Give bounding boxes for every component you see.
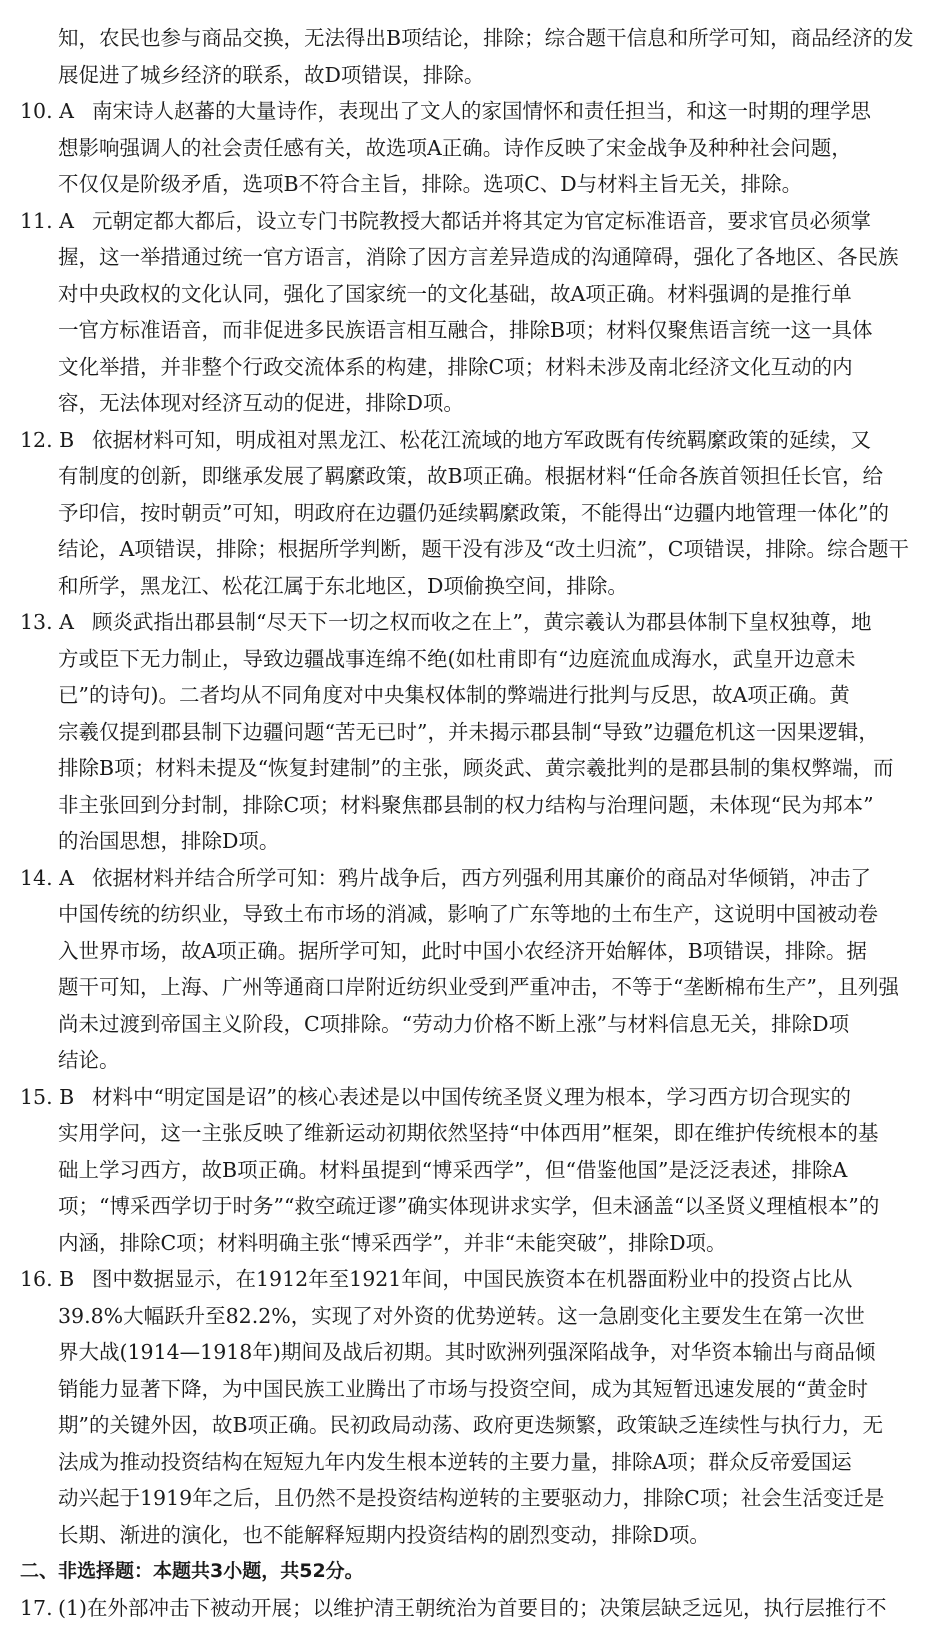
- text-line: 元朝定都大都后，设立专门书院教授大都话并将其定为官定标准语音，要求官员必须掌: [20, 203, 932, 240]
- answer-item-11: [20, 203, 932, 422]
- text-line: 一官方标准语音，而非促进多民族语言相互融合，排除B项；材料仅聚焦语言统一这一具体: [20, 312, 932, 349]
- section-title: 二、非选择题：本题共3小题，共52分。: [20, 1553, 932, 1590]
- text-line: 法成为推动投资结构在短短九年内发生根本逆转的主要力量，排除A项；群众反帝爱国运: [20, 1444, 932, 1481]
- text-line: (1)在外部冲击下被动开展；以维护清王朝统治为首要目的；决策层缺乏远见，执行层推行不: [20, 1590, 932, 1626]
- text-line: 方或臣下无力制止，导致边疆战事连绵不绝(如杜甫即有“边庭流血成海水，武皇开边意未: [20, 641, 932, 678]
- answer-item-14: [20, 860, 932, 1079]
- answer-item-10: [20, 93, 932, 203]
- item-number: 15. B: [20, 1079, 74, 1116]
- text-line: 文化举措，并非整个行政交流体系的构建，排除C项；材料未涉及南北经济文化互动的内: [20, 349, 932, 386]
- text-line: 材料中“明定国是诏”的核心表述是以中国传统圣贤义理为根本，学习西方切合现实的: [20, 1079, 932, 1116]
- text-line: 依据材料可知，明成祖对黑龙江、松花江流域的地方军政既有传统羁縻政策的延续，又: [20, 422, 932, 459]
- text-line: 内涵，排除C项；材料明确主张“博采西学”，并非“未能突破”，排除D项。: [20, 1225, 932, 1262]
- item-number: 12. B: [20, 422, 74, 459]
- item-number: 16. B: [20, 1261, 74, 1298]
- text-line: 和所学，黑龙江、松花江属于东北地区，D项偷换空间，排除。: [20, 568, 932, 605]
- text-line: 容，无法体现对经济互动的促进，排除D项。: [20, 385, 932, 422]
- item-number: 10. A: [20, 93, 74, 130]
- text-line: 排除B项；材料未提及“恢复封建制”的主张，顾炎武、黄宗羲批判的是郡县制的集权弊端，而: [20, 750, 932, 787]
- text-line: 予印信，按时朝贡”可知，明政府在边疆仍延续羁縻政策，不能得出“边疆内地管理一体化”的: [20, 495, 932, 532]
- text-line: 顾炎武指出郡县制“尽天下一切之权而收之在上”，黄宗羲认为郡县体制下皇权独尊，地: [20, 604, 932, 641]
- text-line: 界大战(1914—1918年)期间及战后初期。其时欧洲列强深陷战争，对华资本输出与商品倾: [20, 1334, 932, 1371]
- text-line: 知，农民也参与商品交换，无法得出B项结论，排除；综合题干信息和所学可知，商品经济的发: [20, 20, 932, 57]
- text-line: 销能力显著下降，为中国民族工业腾出了市场与投资空间，成为其短暂迅速发展的“黄金时: [20, 1371, 932, 1408]
- answer-item-12: [20, 422, 932, 605]
- item-number: 13. A: [20, 604, 74, 641]
- answer-page: [20, 20, 932, 1626]
- text-line: 入世界市场，故A项正确。据所学可知，此时中国小农经济开始解体，B项错误，排除。据: [20, 933, 932, 970]
- text-line: 础上学习西方，故B项正确。材料虽提到“博采西学”，但“借鉴他国”是泛泛表述，排除A: [20, 1152, 932, 1189]
- text-line: 图中数据显示，在1912年至1921年间，中国民族资本在机器面粉业中的投资占比从: [20, 1261, 932, 1298]
- text-line: 有制度的创新，即继承发展了羁縻政策，故B项正确。根据材料“任命各族首领担任长官，给: [20, 458, 932, 495]
- answer-item-15: [20, 1079, 932, 1262]
- item-number: 11. A: [20, 203, 74, 240]
- item-number: 17.: [20, 1590, 53, 1626]
- text-line: 想影响强调人的社会责任感有关，故选项A正确。诗作反映了宋金战争及种种社会问题，: [20, 130, 932, 167]
- text-line: 依据材料并结合所学可知：鸦片战争后，西方列强利用其廉价的商品对华倾销，冲击了: [20, 860, 932, 897]
- text-line: 已”的诗句)。二者均从不同角度对中央集权体制的弊端进行批判与反思，故A项正确。黄: [20, 677, 932, 714]
- text-line: 对中央政权的文化认同，强化了国家统一的文化基础，故A项正确。材料强调的是推行单: [20, 276, 932, 313]
- text-line: 39.8%大幅跃升至82.2%，实现了对外资的优势逆转。这一急剧变化主要发生在第一次世: [20, 1298, 932, 1335]
- text-line: 非主张回到分封制，排除C项；材料聚焦郡县制的权力结构与治理问题，未体现“民为邦本”: [20, 787, 932, 824]
- text-line: 实用学问，这一主张反映了维新运动初期依然坚持“中体西用”框架，即在维护传统根本的基: [20, 1115, 932, 1152]
- answer-item-16: [20, 1261, 932, 1553]
- text-line: 的治国思想，排除D项。: [20, 823, 932, 860]
- text-line: 宗羲仅提到郡县制下边疆问题“苦无已时”，并未揭示郡县制“导致”边疆危机这一因果逻辑，: [20, 714, 932, 751]
- text-line: 中国传统的纺织业，导致土布市场的消减，影响了广东等地的土布生产，这说明中国被动卷: [20, 896, 932, 933]
- text-line: 不仅仅是阶级矛盾，选项B不符合主旨，排除。选项C、D与材料主旨无关，排除。: [20, 166, 932, 203]
- text-line: 项；“博采西学切于时务”“救空疏迂谬”确实体现讲求实学，但未涵盖“以圣贤义理植根本”的: [20, 1188, 932, 1225]
- answer-item-13: [20, 604, 932, 860]
- text-line: 南宋诗人赵蕃的大量诗作，表现出了文人的家国情怀和责任担当，和这一时期的理学思: [20, 93, 932, 130]
- text-line: 题干可知，上海、广州等通商口岸附近纺织业受到严重冲击，不等于“垄断棉布生产”，且列强: [20, 969, 932, 1006]
- text-line: 长期、渐进的演化，也不能解释短期内投资结构的剧烈变动，排除D项。: [20, 1517, 932, 1554]
- text-line: 展促进了城乡经济的联系，故D项错误，排除。: [20, 57, 932, 94]
- text-line: 尚未过渡到帝国主义阶段，C项排除。“劳动力价格不断上涨”与材料信息无关，排除D项: [20, 1006, 932, 1043]
- text-line: 结论。: [20, 1042, 932, 1079]
- text-line: 握，这一举措通过统一官方语言，消除了因方言差异造成的沟通障碍，强化了各地区、各民族: [20, 239, 932, 276]
- text-line: 期”的关键外因，故B项正确。民初政局动荡、政府更迭频繁，政策缺乏连续性与执行力，无: [20, 1407, 932, 1444]
- text-line: 结论，A项错误，排除；根据所学判断，题干没有涉及“改土归流”，C项错误，排除。综合题干: [20, 531, 932, 568]
- text-line: 动兴起于1919年之后，且仍然不是投资结构逆转的主要驱动力，排除C项；社会生活变迁是: [20, 1480, 932, 1517]
- continuation-block: [20, 20, 932, 93]
- item-number: 14. A: [20, 860, 74, 897]
- answer-item-17: [20, 1590, 932, 1626]
